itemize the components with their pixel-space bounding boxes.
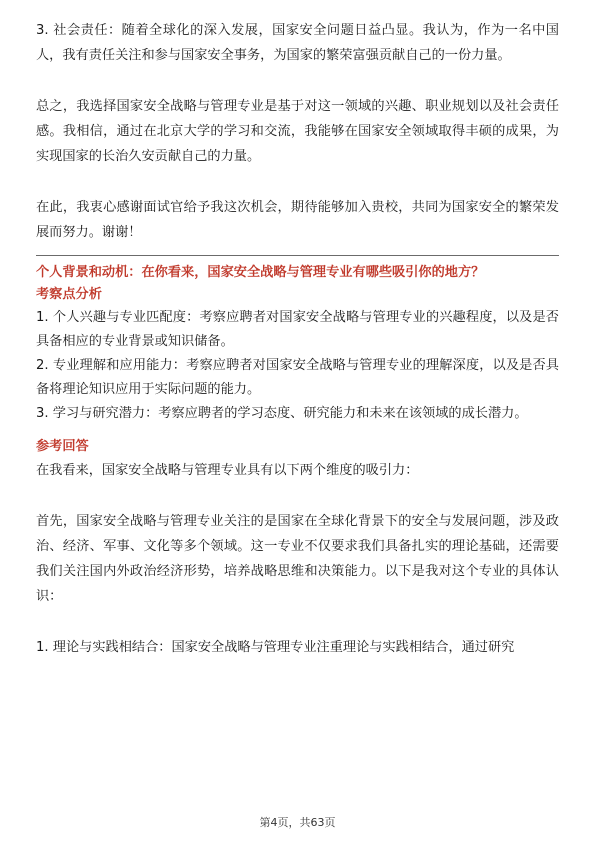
answer-point-1: 1. 理论与实践相结合：国家安全战略与管理专业注重理论与实践相结合，通过研究	[36, 640, 515, 655]
paragraph-conclusion: 总之，我选择国家安全战略与管理专业是基于对这一领域的兴趣、职业规划以及社会责任感。我相信，通过在北京大学的学习和交流，我能够在国家安全领域取得丰硕的成果，为实现国家的长治久安贡献自己的力量。	[36, 99, 559, 164]
answer-heading: 参考回答	[36, 439, 89, 454]
paragraph-social-responsibility: 3. 社会责任：随着全球化的深入发展，国家安全问题日益凸显。我认为，作为一名中国人，我有责任关注和参与国家安全事务，为国家的繁荣富强贡献自己的一份力量。	[36, 23, 559, 63]
analysis-item: 3. 学习与研究潜力：考察应聘者的学习态度、研究能力和未来在该领域的成长潜力。	[36, 406, 528, 421]
section-divider	[36, 255, 559, 256]
document-page	[36, 18, 559, 660]
answer-paragraph-first: 首先，国家安全战略与管理专业关注的是国家在全球化背景下的安全与发展问题，涉及政治、经济、军事、文化等多个领域。这一专业不仅要求我们具备扎实的理论基础，还需要我们关注国内外政治经济形势，培养战略思维和决策能力。以下是我对这个专业的具体认识：	[36, 514, 559, 604]
paragraph-thanks: 在此，我衷心感谢面试官给予我这次机会，期待能够加入贵校，共同为国家安全的繁荣发展而努力。谢谢！	[36, 200, 559, 240]
question-title: 个人背景和动机：在你看来，国家安全战略与管理专业有哪些吸引你的地方？	[36, 265, 485, 280]
analysis-heading: 考察点分析	[36, 287, 102, 302]
page-number: 第4页，共63页	[259, 816, 336, 829]
analysis-item: 2. 专业理解和应用能力：考察应聘者对国家安全战略与管理专业的理解深度，以及是否具备将理论知识应用于实际问题的能力。	[36, 358, 559, 397]
answer-intro: 在我看来，国家安全战略与管理专业具有以下两个维度的吸引力：	[36, 463, 419, 478]
analysis-list	[36, 306, 559, 426]
analysis-item: 1. 个人兴趣与专业匹配度：考察应聘者对国家安全战略与管理专业的兴趣程度，以及是否具备相应的专业背景或知识储备。	[36, 310, 559, 349]
